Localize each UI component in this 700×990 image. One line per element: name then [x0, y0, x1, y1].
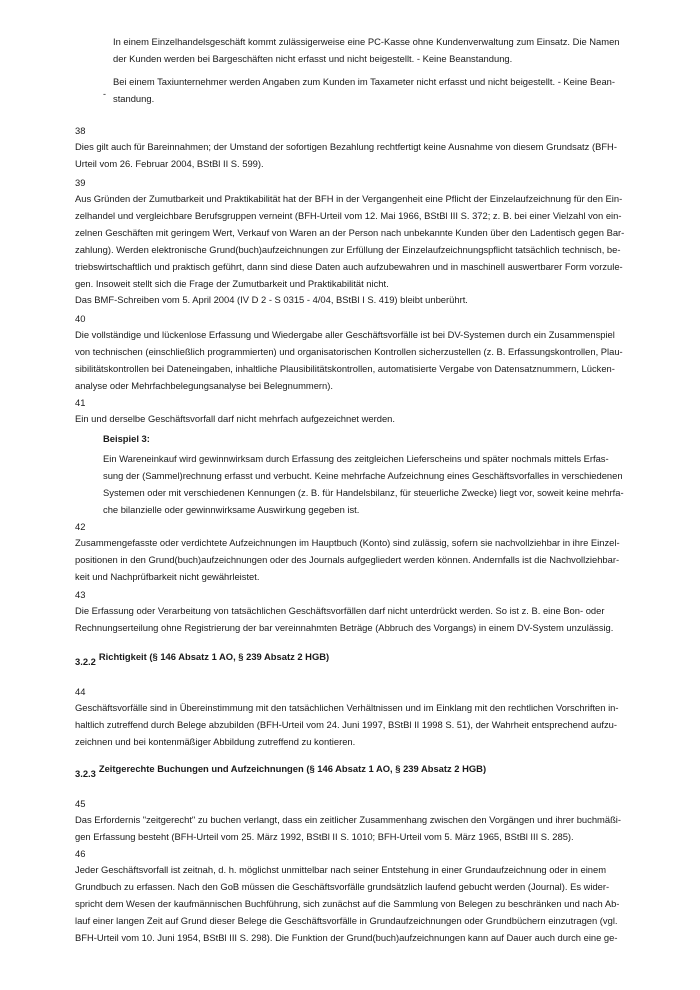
- section-heading-3-2-3: [75, 763, 487, 779]
- example-text: Ein Wareneinkauf wird gewinnwirksam durch Erfassung des zeitgleichen Lieferscheins und später nochmals mittels Erfas- sung der (Sammel)rechnung erfasst und verbucht. Keine mehrfache Aufzeichnung eines Geschäftsvorfalles in verschiedenen Systemen oder mit verschiedenen Kennungen (z. B. für Handelsbilanz, für steuerliche Zwecke) liegt vor, soweit keine mehrfa- che bilanzielle oder gewinnwirksame Auswirkung gegeben ist.: [103, 453, 624, 515]
- paragraph-45: Das Erfordernis "zeitgerecht" zu buchen verlangt, dass ein zeitlicher Zusammenhang zwischen den Vorgängen und ihrer buchmäßi- gen Erfassung besteht (BFH-Urteil vom 25. März 1992, BStBl II S. 1010; BFH-Urteil vom 5. März 1965, BStBl III S. 285).: [75, 814, 622, 842]
- paragraph-38: Dies gilt auch für Bareinnahmen; der Umstand der sofortigen Bezahlung rechtfertigt keine Ausnahme von diesem Grundsatz (BFH- Urteil vom 26. Februar 2004, BStBl II S. 599).: [75, 141, 617, 169]
- margin-number-44: 44: [75, 686, 86, 697]
- margin-number-43: 43: [75, 589, 86, 600]
- margin-number-46: 46: [75, 848, 86, 859]
- section-heading-3-2-2: [75, 651, 330, 667]
- section-title: Richtigkeit (§ 146 Absatz 1 AO, § 239 Absatz 2 HGB): [98, 651, 330, 662]
- intro-paragraph-retail: In einem Einzelhandelsgeschäft kommt zulässigerweise eine PC-Kasse ohne Kundenverwaltung zum Einsatz. Die Namen der Kunden werden bei Bargeschäften nicht erfasst und nicht beigestellt. - Keine Beanstandung.: [113, 36, 620, 64]
- margin-number-45: 45: [75, 798, 86, 809]
- example-title: Beispiel 3:: [103, 433, 150, 444]
- margin-number-38: 38: [75, 125, 86, 136]
- margin-number-39: 39: [75, 177, 86, 188]
- intro-paragraph-taxi: Bei einem Taxiunternehmer werden Angaben zum Kunden im Taxameter nicht erfasst und nicht beigestellt. - Keine Bean- standung.: [113, 76, 616, 104]
- paragraph-41: Ein und derselbe Geschäftsvorfall darf nicht mehrfach aufgezeichnet werden.: [75, 413, 395, 424]
- paragraph-44: Geschäftsvorfälle sind in Übereinstimmung mit den tatsächlichen Verhältnissen und im Einklang mit den rechtlichen Vorschriften in- haltlich zutreffend durch Belege abzubilden (BFH-Urteil vom 24. Juni 1997, BStBl II 1998 S. 51), der Wahrheit entsprechend aufzu- zeichnen und bei kontenmäßiger Abbildung zutreffend zu kontieren.: [75, 702, 619, 747]
- list-dash: -: [103, 89, 106, 99]
- section-title: Zeitgerechte Buchungen und Aufzeichnungen (§ 146 Absatz 1 AO, § 239 Absatz 2 HGB): [98, 763, 487, 774]
- paragraph-46: Jeder Geschäftsvorfall ist zeitnah, d. h. möglichst unmittelbar nach seiner Entstehung in einer Grundaufzeichnung oder in einem Grundbuch zu erfassen. Nach den GoB müssen die Geschäftsvorfälle grundsätzlich laufend gebucht werden (Journal). Es wider- spricht dem Wesen der kaufmännischen Buchführung, sich zunächst auf die Sammlung von Belegen zu beschränken und nach Ab- lauf einer langen Zeit auf Grund dieser Belege die Geschäftsvorfälle in Grundaufzeichnungen oder Grundbüchern einzutragen (vgl. BFH-Urteil vom 10. Juni 1954, BStBl III S. 298). Die Funktion der Grund(buch)aufzeichnungen kann auf Dauer auch durch eine ge-: [75, 864, 620, 943]
- paragraph-39-bmf: Das BMF-Schreiben vom 5. April 2004 (IV D 2 - S 0315 - 4/04, BStBl I S. 419) bleibt unberührt.: [75, 294, 468, 305]
- section-number: 3.2.3: [75, 768, 96, 779]
- paragraph-42: Zusammengefasste oder verdichtete Aufzeichnungen im Hauptbuch (Konto) sind zulässig, sofern sie nachvollziehbar in ihre Einzel- positionen in den Grund(buch)aufzeichnungen oder des Journals aufgegliedert werden können. Andernfalls ist die Nachvollziehbar- keit und Nachprüfbarkeit nicht gewährleistet.: [75, 537, 620, 582]
- paragraph-43: Die Erfassung oder Verarbeitung von tatsächlichen Geschäftsvorfällen darf nicht unterdrückt werden. So ist z. B. eine Bon- oder Rechnungserteilung ohne Registrierung der bar vereinnahmten Beträge (Abbruch des Vorgangs) in einem DV-System unzulässig.: [75, 605, 614, 633]
- margin-number-41: 41: [75, 397, 86, 408]
- section-number: 3.2.2: [75, 656, 96, 667]
- paragraph-39: Aus Gründen der Zumutbarkeit und Praktikabilität hat der BFH in der Vergangenheit eine Pflicht der Einzelaufzeichnung für den Ein- zelhandel und vergleichbare Berufsgruppen verneint (BFH-Urteil vom 12. Mai 1966, BStBl III S. 372; z. B. bei einer Vielzahl von ein- zelnen Geschäften mit geringem Wert, Verkauf von Waren an der Person nach unbekannte Kunden über den Ladentisch gegen Bar- zahlung). Werden elektronische Grund(buch)aufzeichnungen zur Erfüllung der Einzelaufzeichnungspflicht tatsächlich technisch, be- triebswirtschaftlich und praktisch geführt, dann sind diese Daten auch aufzubewahren und in maschinell auswertbarer Form vorzule- gen. Insoweit stellt sich die Frage der Zumutbarkeit und Praktikabilität nicht.: [75, 193, 625, 289]
- margin-number-40: 40: [75, 313, 86, 324]
- margin-number-42: 42: [75, 521, 86, 532]
- paragraph-40: Die vollständige und lückenlose Erfassung und Wiedergabe aller Geschäftsvorfälle ist bei DV-Systemen durch ein Zusammenspiel von technischen (einschließlich programmierten) und organisatorischen Kontrollen sicherzustellen (z. B. Erfassungskontrollen, Plau- sibilitätskontrollen bei Dateneingaben, inhaltliche Plausibilitätskontrollen, automatisierte Vergabe von Datensatznummern, Lücken- analyse oder Mehrfachbelegungsanalyse bei Belegnummern).: [75, 329, 623, 391]
